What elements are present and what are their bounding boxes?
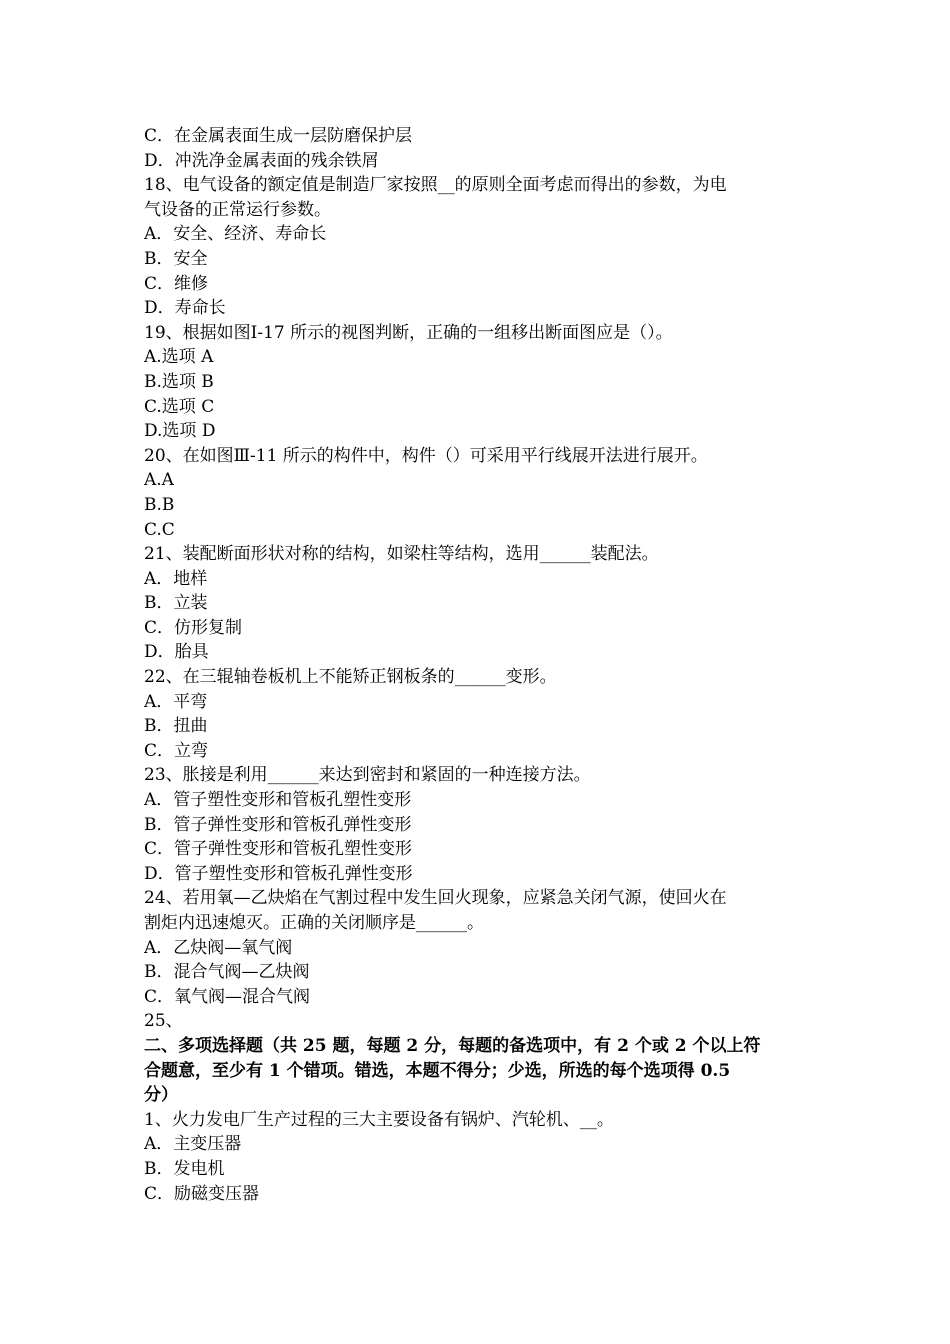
text-line: A．地样: [144, 568, 208, 589]
text-line: A．管子塑性变形和管板孔塑性变形: [144, 790, 412, 811]
text-line: B．管子弹性变形和管板孔弹性变形: [144, 814, 412, 835]
text-body: [144, 124, 808, 1206]
text-line: D．冲洗净金属表面的残余铁屑: [144, 150, 379, 171]
text-line: 19、根据如图Ⅰ-17 所示的视图判断，正确的一组移出断面图应是（）。: [144, 322, 673, 343]
text-line: C．励磁变压器: [144, 1183, 260, 1204]
text-line: 1、火力发电厂生产过程的三大主要设备有锅炉、汽轮机、__。: [144, 1109, 614, 1130]
text-line: C．在金属表面生成一层防磨保护层: [144, 126, 413, 146]
text-line: B．发电机: [144, 1158, 225, 1179]
text-line: D．寿命长: [144, 298, 226, 319]
text-line: C．维修: [144, 273, 209, 294]
text-line: 割炬内迅速熄灭。正确的关闭顺序是______。: [144, 913, 484, 933]
text-line: D．胎具: [144, 642, 209, 663]
text-line: C．立弯: [144, 740, 209, 761]
text-line: 25、: [144, 1011, 183, 1032]
text-line: B．立装: [144, 593, 208, 614]
text-line: D．管子塑性变形和管板孔弹性变形: [144, 863, 413, 884]
text-line: 23、胀接是利用______来达到密封和紧固的一种连接方法。: [144, 765, 591, 786]
text-line: C．氧气阀—混合气阀: [144, 986, 311, 1007]
text-line: C.选项 C: [144, 396, 215, 417]
text-line: 21、装配断面形状对称的结构，如梁柱等结构，选用______装配法。: [144, 544, 659, 565]
text-line: 24、若用氧—乙炔焰在气割过程中发生回火现象，应紧急关闭气源，使回火在: [144, 888, 727, 909]
text-line: C.C: [144, 519, 175, 540]
text-line: 20、在如图Ⅲ-11 所示的构件中，构件（）可采用平行线展开法进行展开。: [144, 445, 708, 466]
text-line: A.A: [144, 470, 174, 491]
text-line: 18、电气设备的额定值是制造厂家按照__的原则全面考虑而得出的参数，为电: [144, 175, 727, 196]
text-line: A．安全、经济、寿命长: [144, 224, 327, 245]
text-line: B．安全: [144, 248, 208, 269]
text-line: D.选项 D: [144, 421, 216, 442]
document-page: [144, 124, 808, 1206]
text-line: 22、在三辊轴卷板机上不能矫正钢板条的______变形。: [144, 667, 557, 688]
text-line: C．仿形复制: [144, 617, 243, 638]
section-heading-line: 分）: [144, 1085, 178, 1106]
text-line: B.B: [144, 494, 175, 515]
text-line: A．主变压器: [144, 1134, 242, 1155]
section-heading-line: 二、多项选择题（共 25 题，每题 2 分，每题的备选项中，有 2 个或 2 个以上符: [144, 1035, 761, 1056]
section-heading-line: 合题意，至少有 1 个错项。错选，本题不得分；少选，所选的每个选项得 0.5: [144, 1060, 731, 1081]
text-line: B．扭曲: [144, 716, 208, 737]
text-line: A.选项 A: [144, 347, 214, 368]
text-line: A．平弯: [144, 691, 208, 712]
text-line: C．管子弹性变形和管板孔塑性变形: [144, 839, 413, 860]
text-line: A．乙炔阀—氧气阀: [144, 937, 293, 958]
text-line: B.选项 B: [144, 371, 214, 392]
text-line: B．混合气阀—乙炔阀: [144, 962, 310, 983]
text-line: 气设备的正常运行参数。: [144, 199, 331, 220]
